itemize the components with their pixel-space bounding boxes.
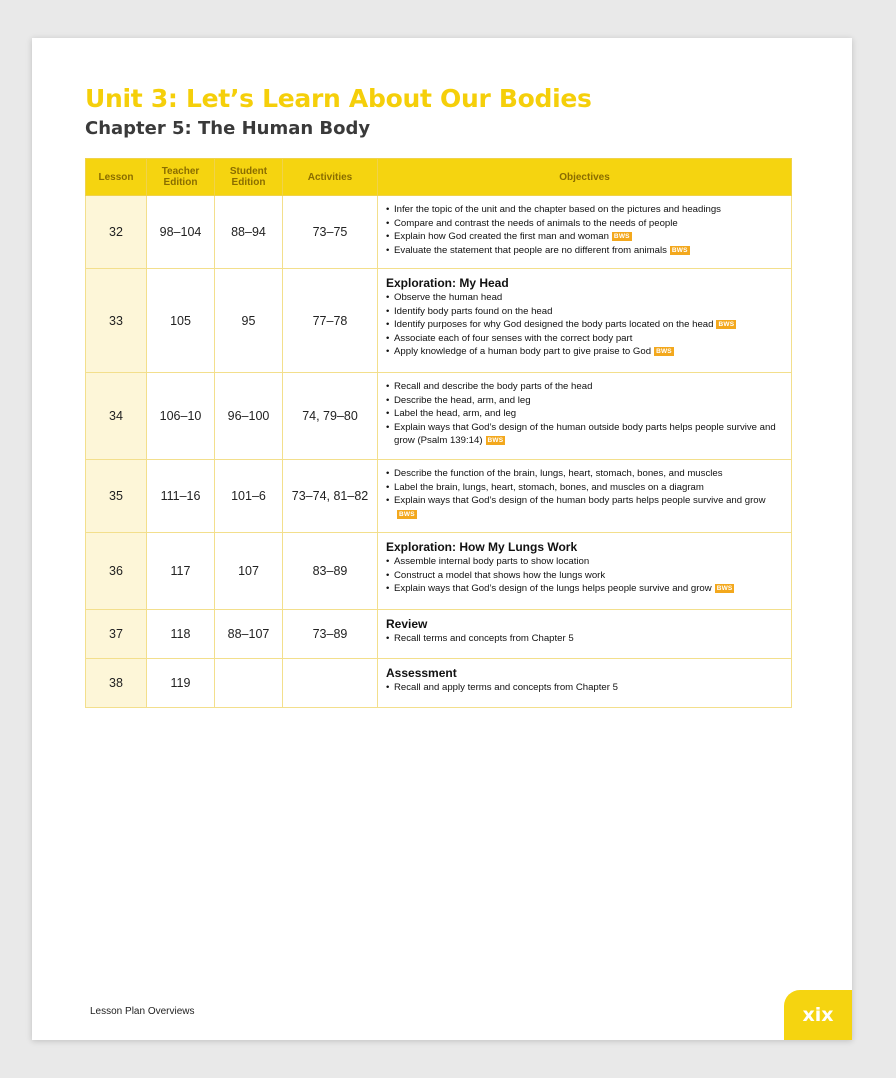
objective-item xyxy=(386,632,785,646)
objective-text: Label the head, arm, and leg xyxy=(394,408,517,420)
objectives-cell xyxy=(378,610,792,659)
objective-item xyxy=(386,481,785,495)
lesson-number-cell: 38 xyxy=(86,659,147,708)
lesson-number-cell: 37 xyxy=(86,610,147,659)
objective-list xyxy=(386,555,785,596)
objective-item xyxy=(386,494,785,521)
activities-cell: 83–89 xyxy=(283,533,378,610)
objective-text: Infer the topic of the unit and the chapter based on the pictures and headings xyxy=(394,204,721,215)
objective-text: Explain ways that God’s design of the lungs helps people survive and grow xyxy=(394,583,712,595)
objective-item xyxy=(386,230,785,244)
objectives-cell xyxy=(378,659,792,708)
objective-item xyxy=(386,421,785,448)
objective-item xyxy=(386,345,785,359)
activities-cell: 77–78 xyxy=(283,269,378,373)
table-row xyxy=(86,659,792,708)
bws-badge-icon: BWS xyxy=(487,437,504,445)
table-row xyxy=(86,533,792,610)
objective-heading: Exploration: How My Lungs Work xyxy=(386,540,578,554)
column-header-student-edition: Student Edition xyxy=(215,159,283,196)
objective-text: Observe the human head xyxy=(394,292,503,303)
objectives-cell xyxy=(378,533,792,610)
objective-text: Recall terms and concepts from Chapter 5 xyxy=(394,633,574,644)
objective-text: Recall and describe the body parts of the head xyxy=(394,381,593,392)
objective-item xyxy=(386,332,785,346)
activities-cell: 73–89 xyxy=(283,610,378,659)
table-header-row xyxy=(86,159,792,196)
objective-item xyxy=(386,681,785,695)
objective-item xyxy=(386,582,785,596)
objective-list xyxy=(386,291,785,359)
objective-text: Assemble internal body parts to show location xyxy=(394,556,590,567)
table-row xyxy=(86,196,792,269)
objectives-cell xyxy=(378,196,792,269)
teacher-edition-cell: 106–10 xyxy=(147,373,215,460)
unit-title: Unit 3: Let’s Learn About Our Bodies xyxy=(85,84,592,113)
activities-cell: 73–75 xyxy=(283,196,378,269)
document-page xyxy=(32,38,852,1040)
objective-text: Identify body parts found on the head xyxy=(394,305,553,317)
objective-item xyxy=(386,467,785,481)
lesson-number-cell: 32 xyxy=(86,196,147,269)
bws-badge-icon: BWS xyxy=(671,246,688,254)
student-edition-cell: 107 xyxy=(215,533,283,610)
page-number: xix xyxy=(802,1004,834,1026)
student-edition-cell: 95 xyxy=(215,269,283,373)
column-header-teacher-edition: Teacher Edition xyxy=(147,159,215,196)
objective-item xyxy=(386,244,785,258)
objective-item xyxy=(386,305,785,319)
student-edition-cell: 88–94 xyxy=(215,196,283,269)
table-body xyxy=(86,196,792,708)
objective-item xyxy=(386,217,785,231)
table-row xyxy=(86,610,792,659)
bws-badge-icon: BWS xyxy=(718,321,735,329)
objective-heading: Review xyxy=(386,617,428,631)
table-row xyxy=(86,373,792,460)
page-number-tab xyxy=(784,990,852,1040)
student-edition-cell: 96–100 xyxy=(215,373,283,460)
bws-badge-icon: BWS xyxy=(399,510,415,518)
objective-list xyxy=(386,203,785,257)
student-edition-cell xyxy=(215,659,283,708)
objective-heading: Assessment xyxy=(386,666,457,680)
column-header-objectives: Objectives xyxy=(378,159,792,196)
objectives-cell xyxy=(378,269,792,373)
objective-text: Explain how God created the first man and woman xyxy=(394,231,609,243)
objective-item xyxy=(386,555,785,569)
teacher-edition-cell: 98–104 xyxy=(147,196,215,269)
objective-list xyxy=(386,380,785,448)
table-row xyxy=(86,269,792,373)
objective-item xyxy=(386,380,785,394)
objective-text: Explain ways that God’s design of the human body parts helps people survive and grow xyxy=(394,495,766,507)
objective-heading: Exploration: My Head xyxy=(386,276,509,290)
teacher-edition-cell: 119 xyxy=(147,659,215,708)
objective-text: Compare and contrast the needs of animals to the needs of people xyxy=(394,217,678,229)
objective-text: Associate each of four senses with the correct body part xyxy=(394,332,633,344)
bws-badge-icon: BWS xyxy=(613,233,630,241)
chapter-title: Chapter 5: The Human Body xyxy=(85,118,371,139)
objective-text: Explain ways that God’s design of the human outside body parts helps people survive and grow (Psalm 139:14) xyxy=(394,421,776,447)
objective-text: Construct a model that shows how the lungs work xyxy=(394,569,606,581)
objective-text: Recall and apply terms and concepts from Chapter 5 xyxy=(394,682,618,693)
teacher-edition-cell: 105 xyxy=(147,269,215,373)
activities-cell: 73–74, 81–82 xyxy=(283,460,378,533)
objective-item xyxy=(386,318,785,332)
lesson-number-cell: 34 xyxy=(86,373,147,460)
objective-list xyxy=(386,681,785,695)
lesson-plan-table xyxy=(85,158,792,708)
teacher-edition-cell: 111–16 xyxy=(147,460,215,533)
footer-section-label: Lesson Plan Overviews xyxy=(90,1006,195,1017)
objective-item xyxy=(386,569,785,583)
lesson-number-cell: 35 xyxy=(86,460,147,533)
objective-text: Identify purposes for why God designed the body parts located on the head xyxy=(394,319,714,331)
objectives-cell xyxy=(378,460,792,533)
objective-text: Label the brain, lungs, heart, stomach, bones, and muscles on a diagram xyxy=(394,481,704,493)
activities-cell: 74, 79–80 xyxy=(283,373,378,460)
objective-text: Describe the function of the brain, lungs, heart, stomach, bones, and muscles xyxy=(394,468,723,479)
objective-item xyxy=(386,203,785,217)
objective-item xyxy=(386,407,785,421)
objective-list xyxy=(386,467,785,521)
objective-item xyxy=(386,394,785,408)
student-edition-cell: 88–107 xyxy=(215,610,283,659)
teacher-edition-cell: 117 xyxy=(147,533,215,610)
bws-badge-icon: BWS xyxy=(656,348,672,356)
objective-item xyxy=(386,291,785,305)
bws-badge-icon: BWS xyxy=(716,585,733,593)
column-header-lesson: Lesson xyxy=(86,159,147,196)
student-edition-cell: 101–6 xyxy=(215,460,283,533)
lesson-number-cell: 33 xyxy=(86,269,147,373)
objective-list xyxy=(386,632,785,646)
lesson-number-cell: 36 xyxy=(86,533,147,610)
objective-text: Evaluate the statement that people are no different from animals xyxy=(394,244,667,256)
activities-cell xyxy=(283,659,378,708)
column-header-activities: Activities xyxy=(283,159,378,196)
objective-text: Apply knowledge of a human body part to give praise to God xyxy=(394,346,652,358)
teacher-edition-cell: 118 xyxy=(147,610,215,659)
table-row xyxy=(86,460,792,533)
objectives-cell xyxy=(378,373,792,460)
objective-text: Describe the head, arm, and leg xyxy=(394,394,531,406)
